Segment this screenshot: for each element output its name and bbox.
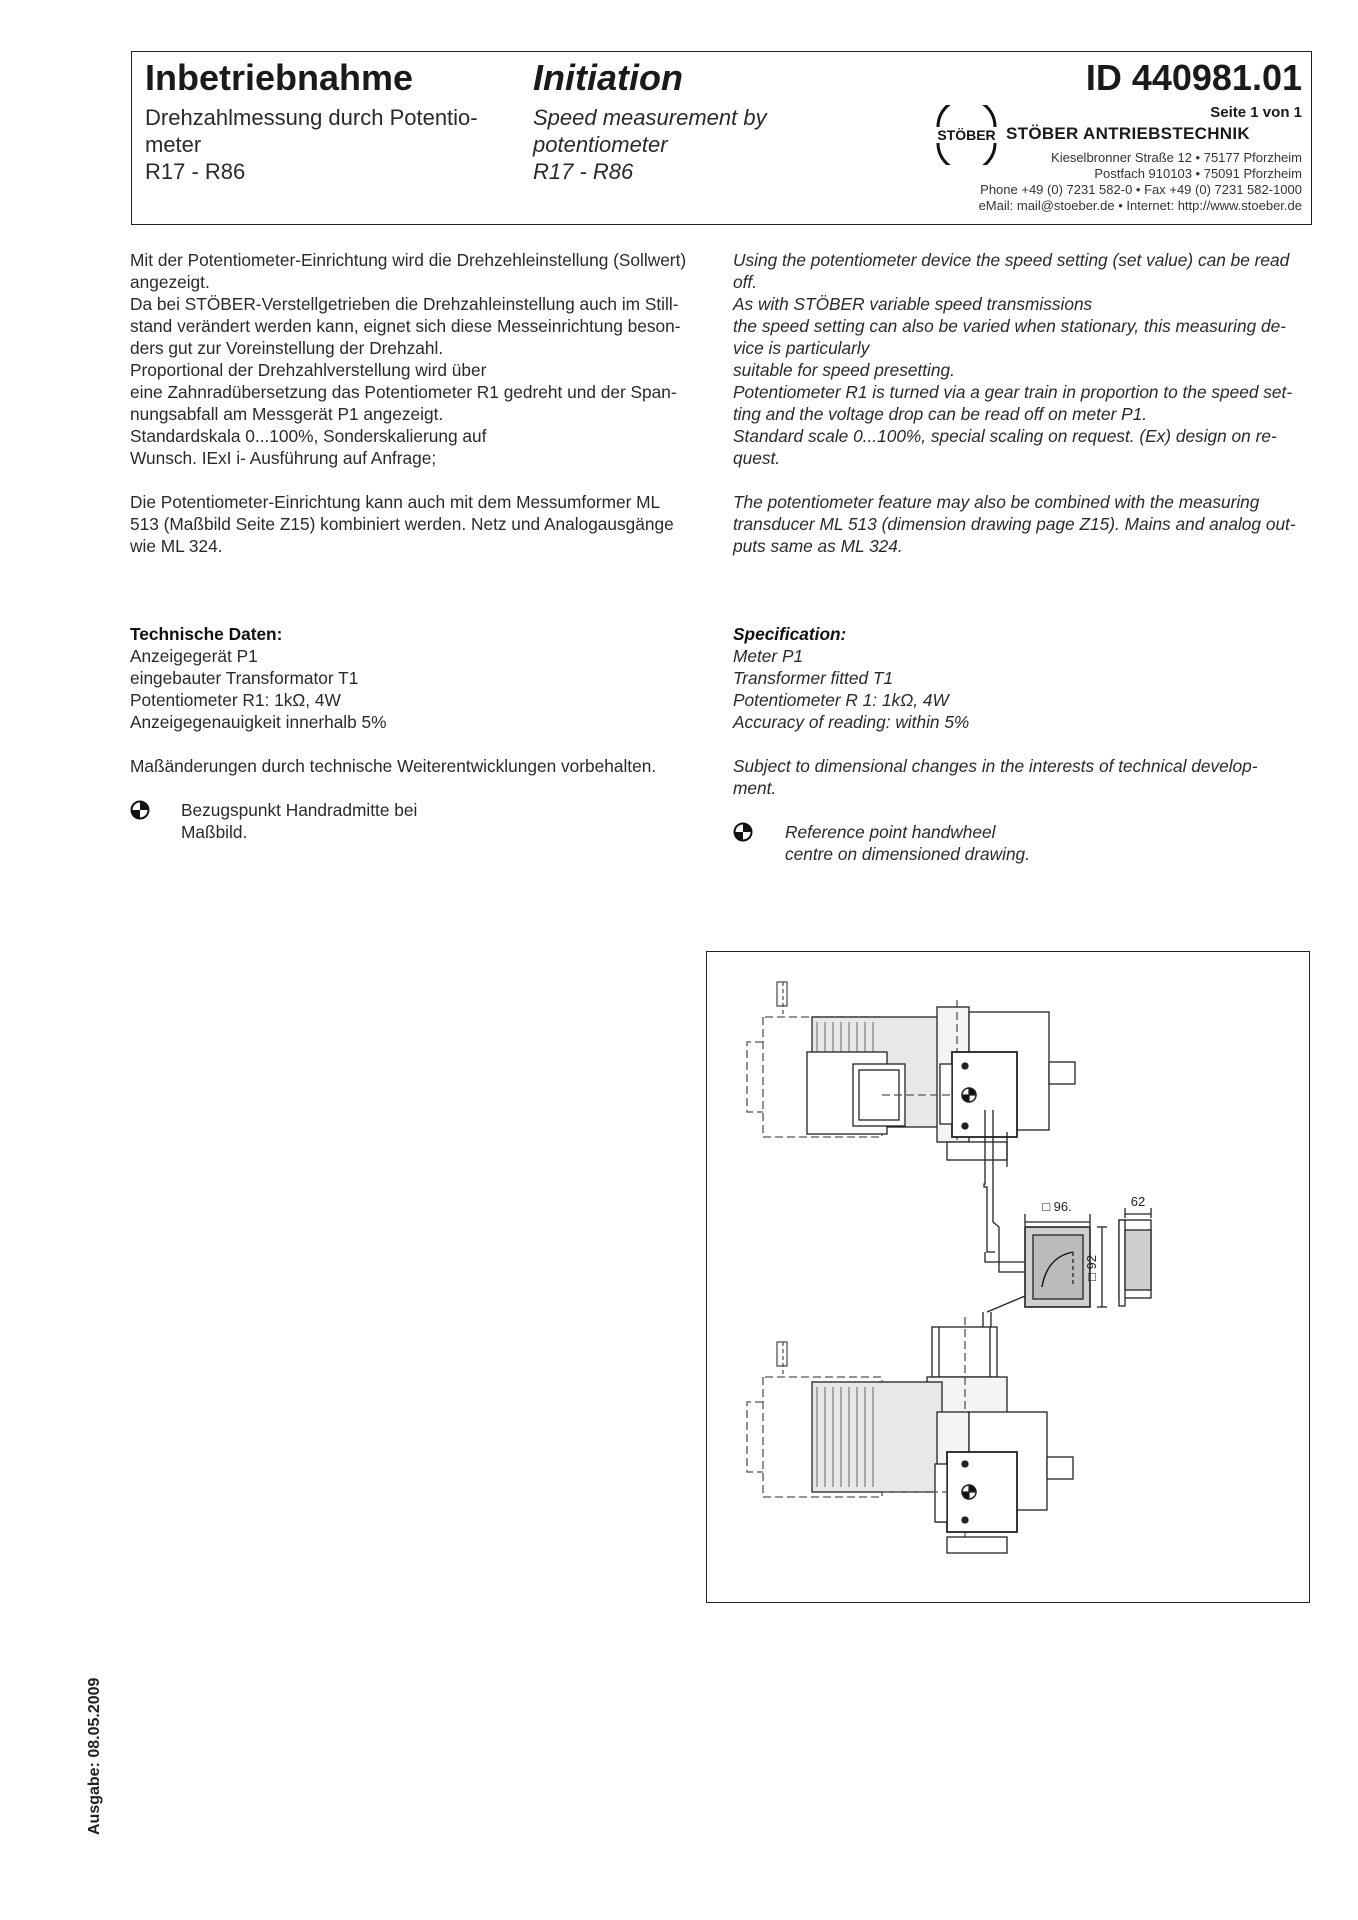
text-line: Wunsch. IExI i- Ausführung auf Anfrage; (130, 448, 437, 468)
meter-side-view (1119, 1208, 1151, 1306)
edition-date: Ausgabe: 08.05.2009 (86, 1677, 103, 1835)
text-line: angezeigt. (130, 272, 210, 292)
text-line: Maßbild. (181, 822, 248, 842)
text-line: Reference point handwheel (785, 822, 996, 842)
intro-de (130, 249, 710, 469)
subtitle-line: meter (145, 132, 202, 157)
text-line: wie ML 324. (130, 536, 223, 556)
text-line: 513 (Maßbild Seite Z15) kombiniert werden. Netz und Analogausgänge (130, 514, 674, 534)
combo-de (130, 491, 710, 557)
address-line: Phone +49 (0) 7231 582-0 • Fax +49 (0) 7231 582-1000 (980, 182, 1302, 197)
text-line: the speed setting can also be varied when stationary, this measuring de- (733, 316, 1286, 336)
address-line: eMail: mail@stoeber.de • Internet: http://www.stoeber.de (978, 198, 1302, 213)
subtitle-line: R17 - R86 (145, 159, 246, 184)
spec-line: Transformer fitted T1 (733, 668, 894, 688)
text-line: Subject to dimensional changes in the interests of technical develop- (733, 756, 1258, 776)
spec-line: Potentiometer R 1: 1kΩ, 4W (733, 690, 949, 710)
spec-line: Anzeigegenauigkeit innerhalb 5% (130, 712, 387, 732)
text-line: off. (733, 272, 758, 292)
spec-line: Potentiometer R1: 1kΩ, 4W (130, 690, 341, 710)
address-line: Postfach 910103 • 75091 Pforzheim (1094, 166, 1302, 181)
spec-title-en: Specification: (733, 624, 847, 644)
page-info: Seite 1 von 1 (1210, 104, 1302, 121)
disclaimer-en (733, 755, 1313, 799)
spec-de (130, 623, 710, 733)
text-line: vice is particularly (733, 338, 870, 358)
address-line: Kieselbronner Straße 12 • 75177 Pforzheim (1051, 150, 1302, 165)
text-line: As with STÖBER variable speed transmissions (733, 294, 1093, 314)
drawing-svg (707, 952, 1311, 1604)
text-line: centre on dimensioned drawing. (785, 844, 1030, 864)
text-line: Proportional der Drehzahlverstellung wird über (130, 360, 487, 380)
text-line: Using the potentiometer device the speed setting (set value) can be read (733, 250, 1290, 270)
text-line: Maßänderungen durch technische Weiterentwicklungen vorbehalten. (130, 756, 657, 776)
spec-line: eingebauter Transformator T1 (130, 668, 359, 688)
text-line: Standardskala 0...100%, Sonderskalierung auf (130, 426, 487, 446)
subtitle-line: Drehzahlmessung durch Potentio- (145, 105, 478, 130)
combo-en (733, 491, 1313, 557)
text-line: stand verändert werden kann, eignet sich diese Messeinrichtung beson- (130, 316, 681, 336)
text-line: transducer ML 513 (dimension drawing page Z15). Mains and analog out- (733, 514, 1296, 534)
subtitle-line: Speed measurement by (533, 105, 767, 130)
text-line: puts same as ML 324. (733, 536, 903, 556)
text-line: The potentiometer feature may also be combined with the measuring (733, 492, 1260, 512)
spec-line: Accuracy of reading: within 5% (733, 712, 970, 732)
text-line: eine Zahnradübersetzung das Potentiometer R1 gedreht und der Span- (130, 382, 677, 402)
document-id: ID 440981.01 (1085, 57, 1302, 98)
text-line: ders gut zur Voreinstellung der Drehzahl. (130, 338, 444, 358)
reference-en (785, 821, 1030, 865)
page-title-de: Inbetriebnahme (145, 57, 414, 98)
text-line: ting and the voltage drop can be read off on meter P1. (733, 404, 1148, 424)
reference-point-icon (130, 800, 150, 820)
text-line: Bezugspunkt Handradmitte bei (181, 800, 418, 820)
spec-title-de: Technische Daten: (130, 624, 283, 644)
dimension-depth-label: 62 (1130, 1194, 1146, 1209)
subtitle-en (533, 104, 767, 185)
text-line: Mit der Potentiometer-Einrichtung wird die Drehzehleinstellung (Sollwert) (130, 250, 687, 270)
page-title-en: Initiation (533, 57, 683, 98)
text-line: Standard scale 0...100%, special scaling on request. (Ex) design on re- (733, 426, 1277, 446)
subtitle-line: potentiometer (533, 132, 668, 157)
text-line: nungsabfall am Messgerät P1 angezeigt. (130, 404, 444, 424)
reference-de (181, 799, 417, 843)
upper-drive-unit (747, 982, 1075, 1167)
lower-drive-unit (747, 1317, 1073, 1553)
spec-line: Meter P1 (733, 646, 804, 666)
text-line: Da bei STÖBER-Verstellgetrieben die Drehzahleinstellung auch im Still- (130, 294, 679, 314)
text-line: suitable for speed presetting. (733, 360, 955, 380)
text-line: ment. (733, 778, 777, 798)
subtitle-line: R17 - R86 (533, 159, 634, 184)
dimension-width-label: □ 96. (1042, 1199, 1072, 1214)
dimension-drawing (706, 951, 1310, 1603)
text-line: Die Potentiometer-Einrichtung kann auch mit dem Messumformer ML (130, 492, 661, 512)
disclaimer-de (130, 755, 710, 777)
spec-en (733, 623, 1313, 733)
company-address (979, 150, 1302, 214)
text-line: quest. (733, 448, 781, 468)
subtitle-de (145, 104, 478, 185)
reference-point-icon (733, 822, 753, 842)
company-name: STÖBER ANTRIEBSTECHNIK (1006, 124, 1250, 143)
dimension-height-label: □ 92 (1084, 1255, 1099, 1281)
spec-line: Anzeigegerät P1 (130, 646, 258, 666)
logo-text: STÖBER (937, 127, 996, 143)
intro-en (733, 249, 1313, 469)
text-line: Potentiometer R1 is turned via a gear train in proportion to the speed set- (733, 382, 1293, 402)
